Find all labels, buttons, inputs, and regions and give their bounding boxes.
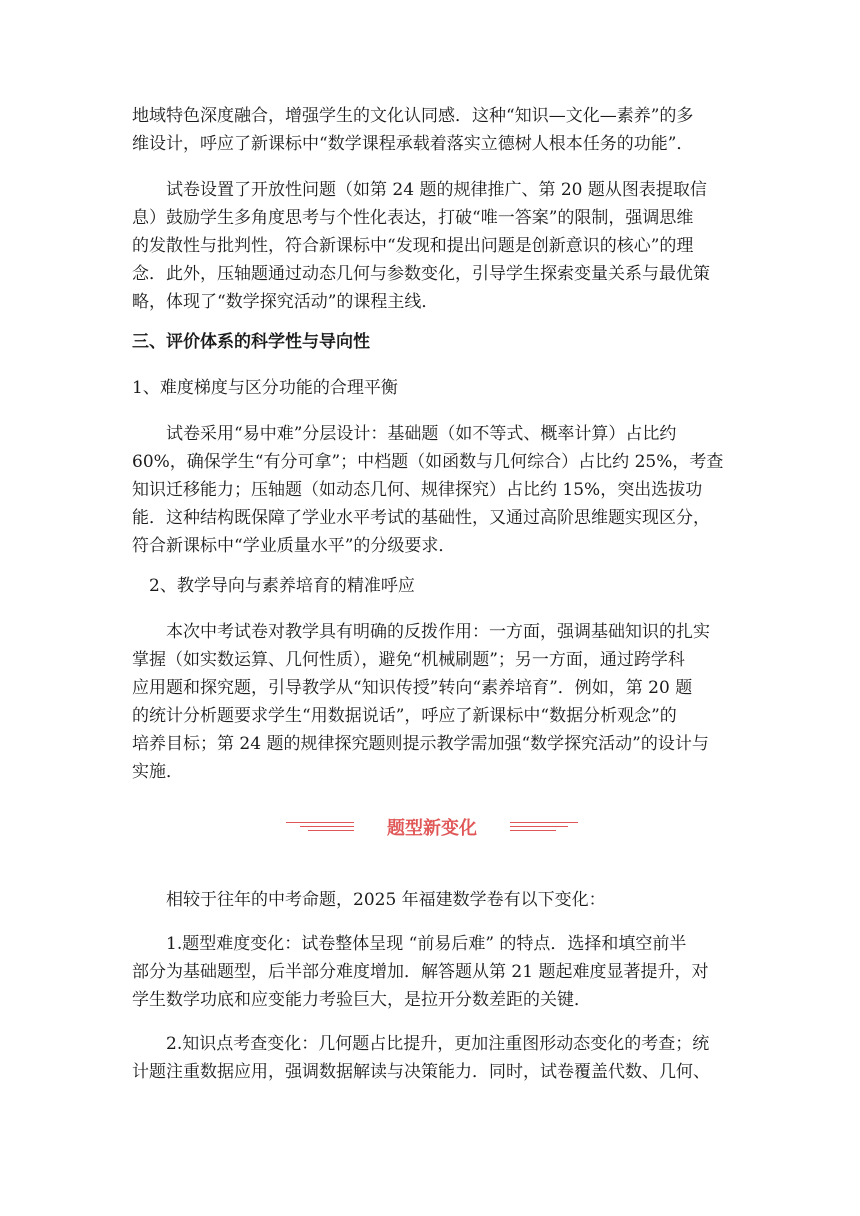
text-line: 略，体现了“数学探究活动”的课程主线． bbox=[132, 292, 439, 312]
text-line: 念．此外，压轴题通过动态几何与参数变化，引导学生探索变量关系与最优策 bbox=[132, 264, 710, 284]
section-heading: 三、评价体系的科学性与导向性 bbox=[132, 332, 370, 352]
text-line: 的发散性与批判性，符合新课标中“发现和提出问题是创新意识的核心”的理 bbox=[132, 236, 694, 256]
divider-rule-right bbox=[510, 822, 578, 834]
text-line: 相较于往年的中考命题，2025 年福建数学卷有以下变化： bbox=[132, 890, 606, 910]
text-line: 试卷采用“易中难”分层设计：基础题（如不等式、概率计算）占比约 bbox=[132, 424, 677, 444]
text-line: 符合新课标中“学业质量水平”的分级要求． bbox=[132, 536, 456, 556]
text-line: 维设计，呼应了新课标中“数学课程承载着落实立德树人根本任务的功能”． bbox=[132, 134, 694, 154]
text-line: 息）鼓励学生多角度思考与个性化表达，打破“唯一答案”的限制，强调思维 bbox=[132, 208, 694, 228]
text-line: 地域特色深度融合，增强学生的文化认同感．这种“知识—文化—素养”的多 bbox=[132, 106, 694, 126]
divider-rule-left bbox=[286, 822, 354, 834]
text-line: 本次中考试卷对教学具有明确的反拨作用：一方面，强调基础知识的扎实 bbox=[132, 622, 710, 642]
divider-title: 题型新变化 bbox=[387, 818, 477, 839]
text-line: 能．这种结构既保障了学业水平考试的基础性，又通过高阶思维题实现区分， bbox=[132, 508, 710, 528]
paragraph-teaching-guidance bbox=[132, 618, 732, 786]
text-line: 掌握（如实数运算、几何性质），避免“机械刷题”；另一方面，通过跨学科 bbox=[132, 650, 685, 670]
text-line: 学生数学功底和应变能力考验巨大，是拉开分数差距的关键． bbox=[132, 990, 591, 1010]
text-line: 的统计分析题要求学生“用数据说话”，呼应了新课标中“数据分析观念”的 bbox=[132, 706, 677, 726]
text-line: 应用题和探究题，引导教学从“知识传授”转向“素养培育”．例如，第 20 题 bbox=[132, 678, 693, 698]
text-line: 培养目标；第 24 题的规律探究题则提示教学需加强“数学探究活动”的设计与 bbox=[132, 734, 709, 754]
text-line: 2.知识点考查变化：几何题占比提升，更加注重图形动态变化的考查；统 bbox=[132, 1034, 710, 1054]
text-line: 1.题型难度变化：试卷整体呈现 “前易后难” 的特点．选择和填空前半 bbox=[132, 934, 687, 954]
paragraph-changes-intro bbox=[132, 886, 732, 914]
subsection-heading: 1、难度梯度与区分功能的合理平衡 bbox=[132, 378, 398, 398]
section-divider bbox=[286, 816, 578, 842]
text-line: 试卷设置了开放性问题（如第 24 题的规律推广、第 20 题从图表提取信 bbox=[132, 180, 707, 200]
subsection-heading: 2、教学导向与素养培育的精准呼应 bbox=[132, 576, 415, 596]
paragraph-open-questions bbox=[132, 176, 732, 316]
paragraph-difficulty-change bbox=[132, 930, 732, 1014]
text-line: 实施． bbox=[132, 762, 183, 782]
paragraph-difficulty bbox=[132, 420, 732, 560]
text-line: 知识迁移能力；压轴题（如动态几何、规律探究）占比约 15%，突出选拔功 bbox=[132, 480, 703, 500]
paragraph-knowledge-change bbox=[132, 1030, 732, 1086]
text-line: 计题注重数据应用，强调数据解读与决策能力．同时，试卷覆盖代数、几何、 bbox=[132, 1062, 710, 1082]
paragraph-culture bbox=[132, 102, 732, 158]
text-line: 60%，确保学生“有分可拿”；中档题（如函数与几何综合）占比约 25%，考查 bbox=[132, 452, 724, 472]
text-line: 部分为基础题型，后半部分难度增加．解答题从第 21 题起难度显著提升，对 bbox=[132, 962, 709, 982]
